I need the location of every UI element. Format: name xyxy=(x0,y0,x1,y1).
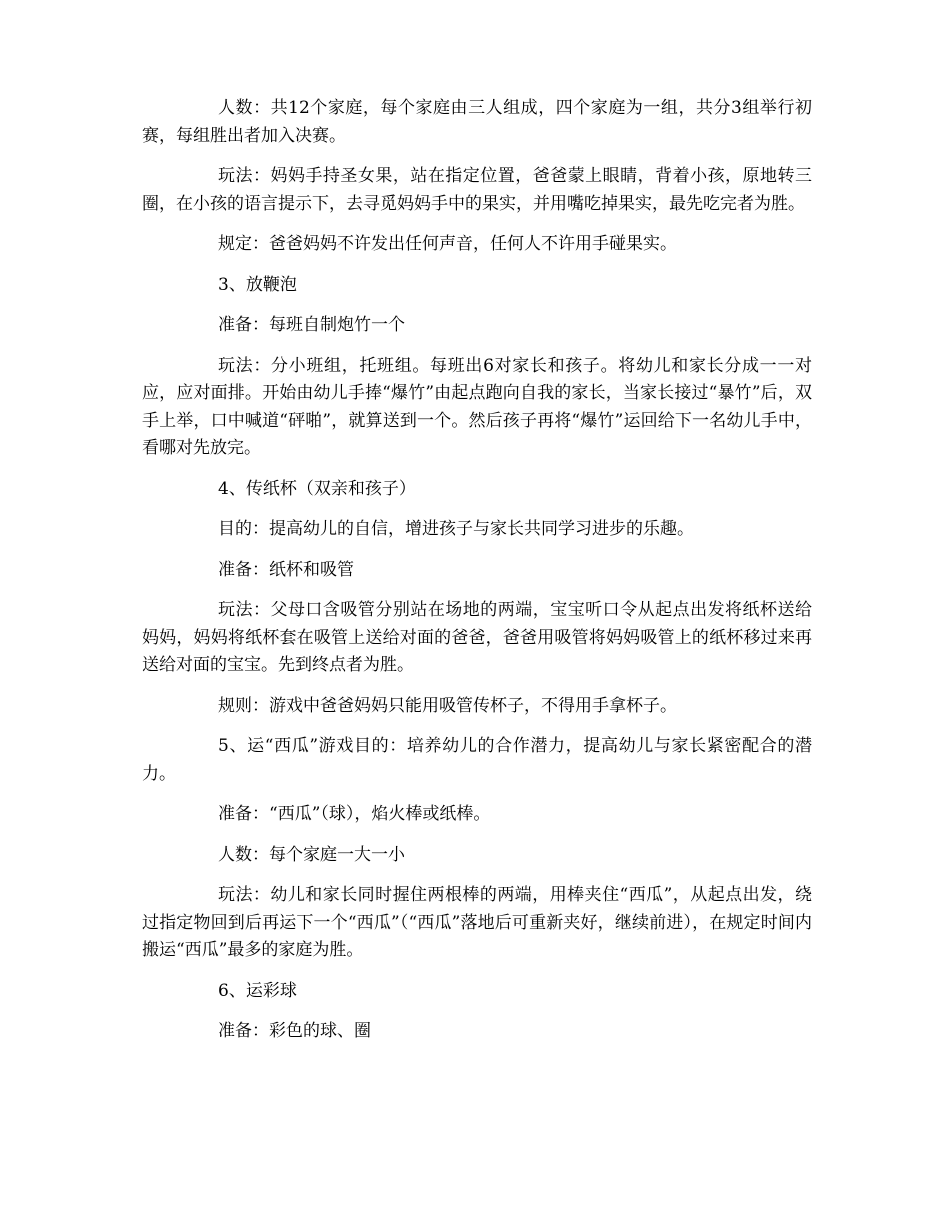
paragraph-purpose-4: 目的：提高幼儿的自信，增进孩子与家长共同学习进步的乐趣。 xyxy=(218,519,694,539)
section-heading-4: 4、传纸杯（双亲和孩子） xyxy=(218,478,416,499)
paragraph-preparation-3: 准备：每班自制炮竹一个 xyxy=(218,315,405,335)
section-heading-6: 6、运彩球 xyxy=(218,980,297,1001)
paragraph-rules-play-5: 玩法：幼儿和家长同时握住两根棒的两端，用棒夹住“西瓜”，从起点出发，绕过指定物回到后再运下一个“西瓜”（“西瓜”落地后可重新夹好，继续前进），在规定时间内搬运“西瓜”最多的家庭为胜。 xyxy=(142,885,812,960)
paragraph-regulation-1: 规定：爸爸妈妈不许发出任何声音，任何人不许用手碰果实。 xyxy=(218,234,677,254)
paragraph-rules-play-1: 玩法：妈妈手持圣女果，站在指定位置，爸爸蒙上眼睛，背着小孩，原地转三圈，在小孩的语言提示下，去寻觅妈妈手中的果实，并用嘴吃掉果实，最先吃完者为胜。 xyxy=(142,166,812,214)
paragraph-preparation-6: 准备：彩色的球、圈 xyxy=(218,1021,371,1041)
paragraph-preparation-4: 准备：纸杯和吸管 xyxy=(218,559,354,580)
paragraph-participants-5: 人数：每个家庭一大一小 xyxy=(218,844,405,865)
paragraph-participants-1: 人数：共12个家庭，每个家庭由三人组成，四个家庭为一组，共分3组举行初赛，每组胜出者加入决赛。 xyxy=(142,98,812,146)
section-heading-5: 5、运“西瓜”游戏目的：培养幼儿的合作潜力，提高幼儿与家长紧密配合的潜力。 xyxy=(142,736,812,784)
document-body xyxy=(142,95,812,1059)
paragraph-preparation-5: 准备：“西瓜”（球），焰火棒或纸棒。 xyxy=(218,804,491,824)
paragraph-rules-play-3: 玩法：分小班组，托班组。每班出6对家长和孩子。将幼儿和家长分成一一对应，应对面排。开始由幼儿手捧“爆竹”由起点跑向自我的家长，当家长接过“暴竹”后，双手上举，口中喊道“砰啪”，就算送到一个。然后孩子再将“爆竹”运回给下一名幼儿手中，看哪对先放完。 xyxy=(142,355,812,458)
paragraph-rules-play-4: 玩法：父母口含吸管分别站在场地的两端，宝宝听口令从起点出发将纸杯送给妈妈，妈妈将纸杯套在吸管上送给对面的爸爸，爸爸用吸管将妈妈吸管上的纸杯移过来再送给对面的宝宝。先到终点者为胜。 xyxy=(142,600,812,675)
section-heading-3: 3、放鞭泡 xyxy=(218,274,297,295)
paragraph-regulation-4: 规则：游戏中爸爸妈妈只能用吸管传杯子，不得用手拿杯子。 xyxy=(218,695,677,716)
